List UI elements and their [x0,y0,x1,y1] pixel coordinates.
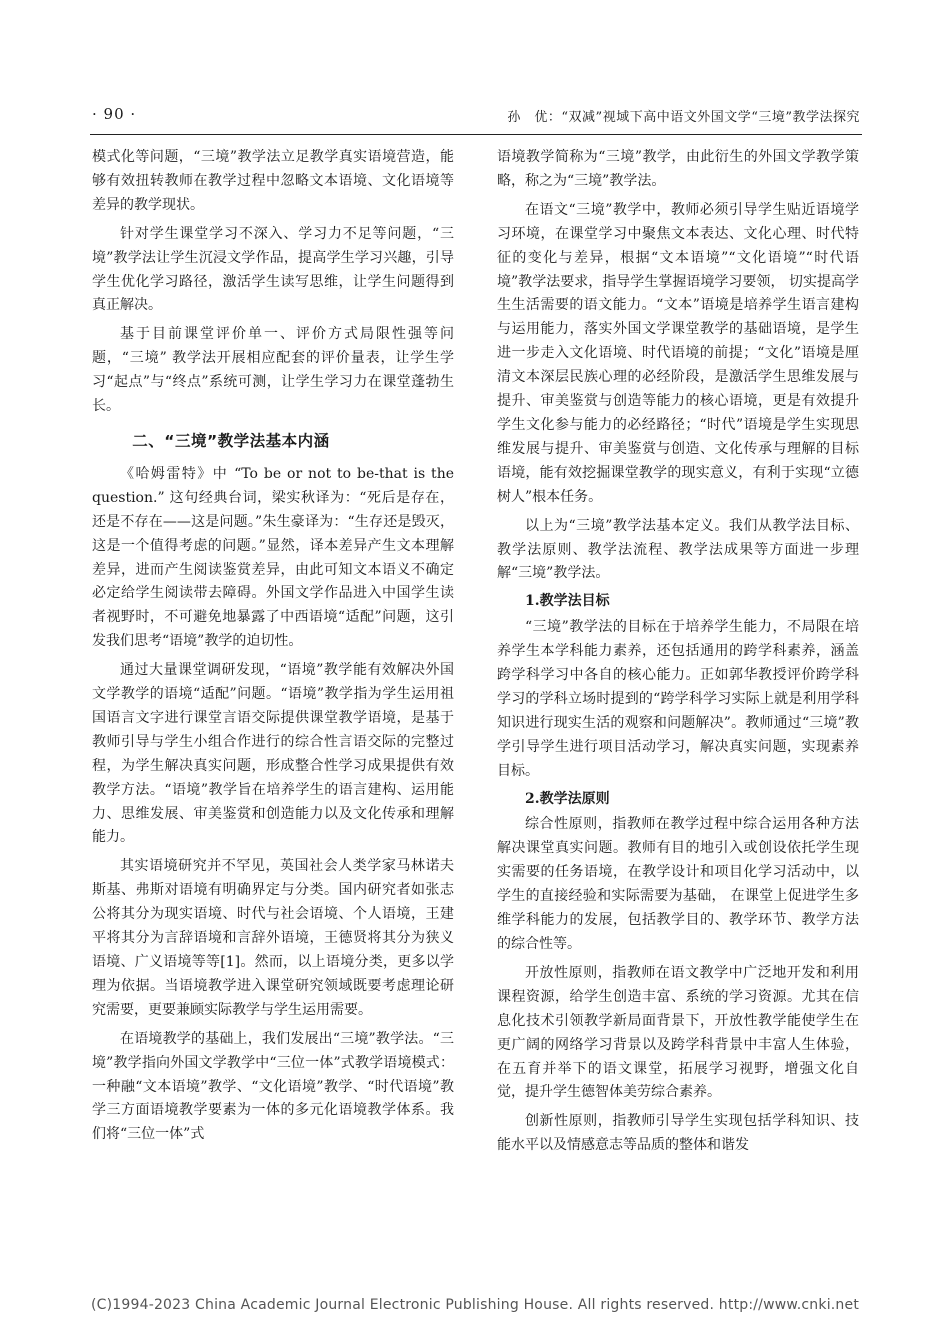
paragraph: 模式化等问题，“三境”教学法立足教学真实语境营造，能够有效扭转教师在教学过程中忽略文本语境、文化语境等差异的教学现状。 [92,149,454,213]
paragraph: 其实语境研究并不罕见，英国社会人类学家马林诺夫斯基、弗斯对语境有明确界定与分类。国内研究者如张志公将其分为现实语境、时代与社会语境、个人语境，王建平将其分为言辞语境和言辞外语境，王德贤将其分为狭义语境、广义语境等等[1]。然而，以上语境分类，更多以学理为依据。当语境教学进入课堂研究领域既要考虑理论研究需要，更要兼顾实际教学与学生运用需要。 [92,858,454,1018]
paragraph: 语境教学简称为“三境”教学，由此衍生的外国文学教学策略，称之为“三境”教学法。 [497,149,859,189]
paragraph: 在语文“三境”教学中，教师必须引导学生贴近语境学习环境，在课堂学习中聚焦文本表达、文化心理、时代特征的变化与差异，根据“文本语境”“文化语境”“时代语境”教学法要求，指导学生掌握语境学习要领， 切实提高学生生活需要的语文能力。“文本”语境是培养学生语言建构与运用能力，落实外国文学课堂教学的基础语境，是学生进一步走入文化语境、时代语境的前提；“文化”语境是厘清文本深层民族心理的必经阶段，是激活学生思维发展与提升、审美鉴赏与创造等能力的核心语境，更是有效提升学生文化参与能力的必经路径；“时代”语境是学生实现思维发展与提升、审美鉴赏与创造、文化传承与理解的目标语境，能有效挖掘课堂教学的现实意义，有利于实现“立德树人”根本任务。 [497,201,859,505]
paragraph: “三境”教学法的目标在于培养学生能力，不局限在培养学生本学科能力素养，还包括通用的跨学科素养，涵盖跨学科学习中各自的核心能力。正如郭华教授评价跨学科学习的学科立场时提到的“跨学科学习实际上就是利用学科知识进行现实生活的观察和问题解决”。教师通过“三境”教学引导学生进行项目活动学习，解决真实问题，实现素养目标。 [497,619,859,779]
header-rule [90,134,862,135]
paragraph: 基于目前课堂评价单一、评价方式局限性强等问题，“三境” 教学法开展相应配套的评价量表，让学生学习“起点”与“终点”系统可测，让学生学习力在课堂蓬勃生长。 [92,326,454,415]
copyright-footer: (C)1994-2023 China Academic Journal Electronic Publishing House. All rights reserved. http://www.cnki.net [90,1297,860,1313]
sub-heading-goal: 1.教学法目标 [525,593,610,610]
paragraph: 《哈姆雷特》中 “To be or not to be-that is the question.” 这句经典台词，梁实秋译为：“死后是存在，还是不存在——这是问题。”朱生豪译为：“生存还是毁灭，这是一个值得考虑的问题。”显然，译本差异产生文本理解差异，进而产生阅读鉴赏差异，由此可知文本语义不确定必定给学生阅读带去障碍。外国文学作品进入中国学生读者视野时，不可避免地暴露了中西语境“适配”问题，这引发我们思考“语境”教学的迫切性。 [92,465,454,650]
paragraph: 在语境教学的基础上，我们发展出“三境”教学法。“三境”教学指向外国文学教学中“三位一体”式教学语境模式：一种融“文本语境”教学、“文化语境”教学、“时代语境”教学三方面语境教学要素为一体的多元化语境教学体系。我们将“三位一体”式 [92,1030,454,1143]
paragraph: 开放性原则，指教师在语文教学中广泛地开发和利用课程资源，给学生创造丰富、系统的学习资源。尤其在信息化技术引领教学新局面背景下，开放性教学能使学生在更广阔的网络学习背景以及跨学科背景中丰富人生体验，在五育并举下的语文课堂，拓展学习视野，增强文化自觉，提升学生德智体美劳综合素养。 [497,964,859,1101]
section-heading: 二、“三境”教学法基本内涵 [132,431,330,450]
paragraph: 针对学生课堂学习不深入、学习力不足等问题，“三境”教学法让学生沉浸文学作品，提高学生学习兴趣，引导学生优化学习路径，激活学生读写思维，让学生问题得到真正解决。 [92,225,454,314]
right-column [497,146,859,1158]
paragraph: 综合性原则，指教师在教学过程中综合运用各种方法解决课堂真实问题。教师有目的地引入或创设依托学生现实需要的任务语境，在教学设计和项目化学习活动中，以学生的直接经验和实际需要为基础， 在课堂上促进学生多维学科能力的发展，包括教学目的、教学环节、教学方法的综合性等。 [497,816,859,952]
page-number: · 90 · [92,105,137,123]
page-header [92,105,860,129]
paragraph: 以上为“三境”教学法基本定义。我们从教学法目标、教学法原则、教学法流程、教学法成果等方面进一步理解“三境”教学法。 [497,517,859,582]
paragraph: 创新性原则，指教师引导学生实现包括学科知识、技能水平以及情感意志等品质的整体和谐发 [497,1113,859,1154]
sub-heading-principles: 2.教学法原则 [525,790,610,807]
running-title: 孙 优：“双减”视域下高中语文外国文学“三境”教学法探究 [507,110,860,125]
left-column [92,146,454,1147]
paragraph: 通过大量课堂调研发现，“语境”教学能有效解决外国文学教学的语境“适配”问题。“语境”教学指为学生运用祖国语言文字进行课堂言语交际提供课堂教学语境，是基于教师引导与学生小组合作进行的综合性言语交际的完整过程，为学生解决真实问题，形成整合性学习成果提供有效教学方法。“语境”教学旨在培养学生的语言建构、运用能力、思维发展、审美鉴赏和创造能力以及文化传承和理解能力。 [92,662,454,846]
